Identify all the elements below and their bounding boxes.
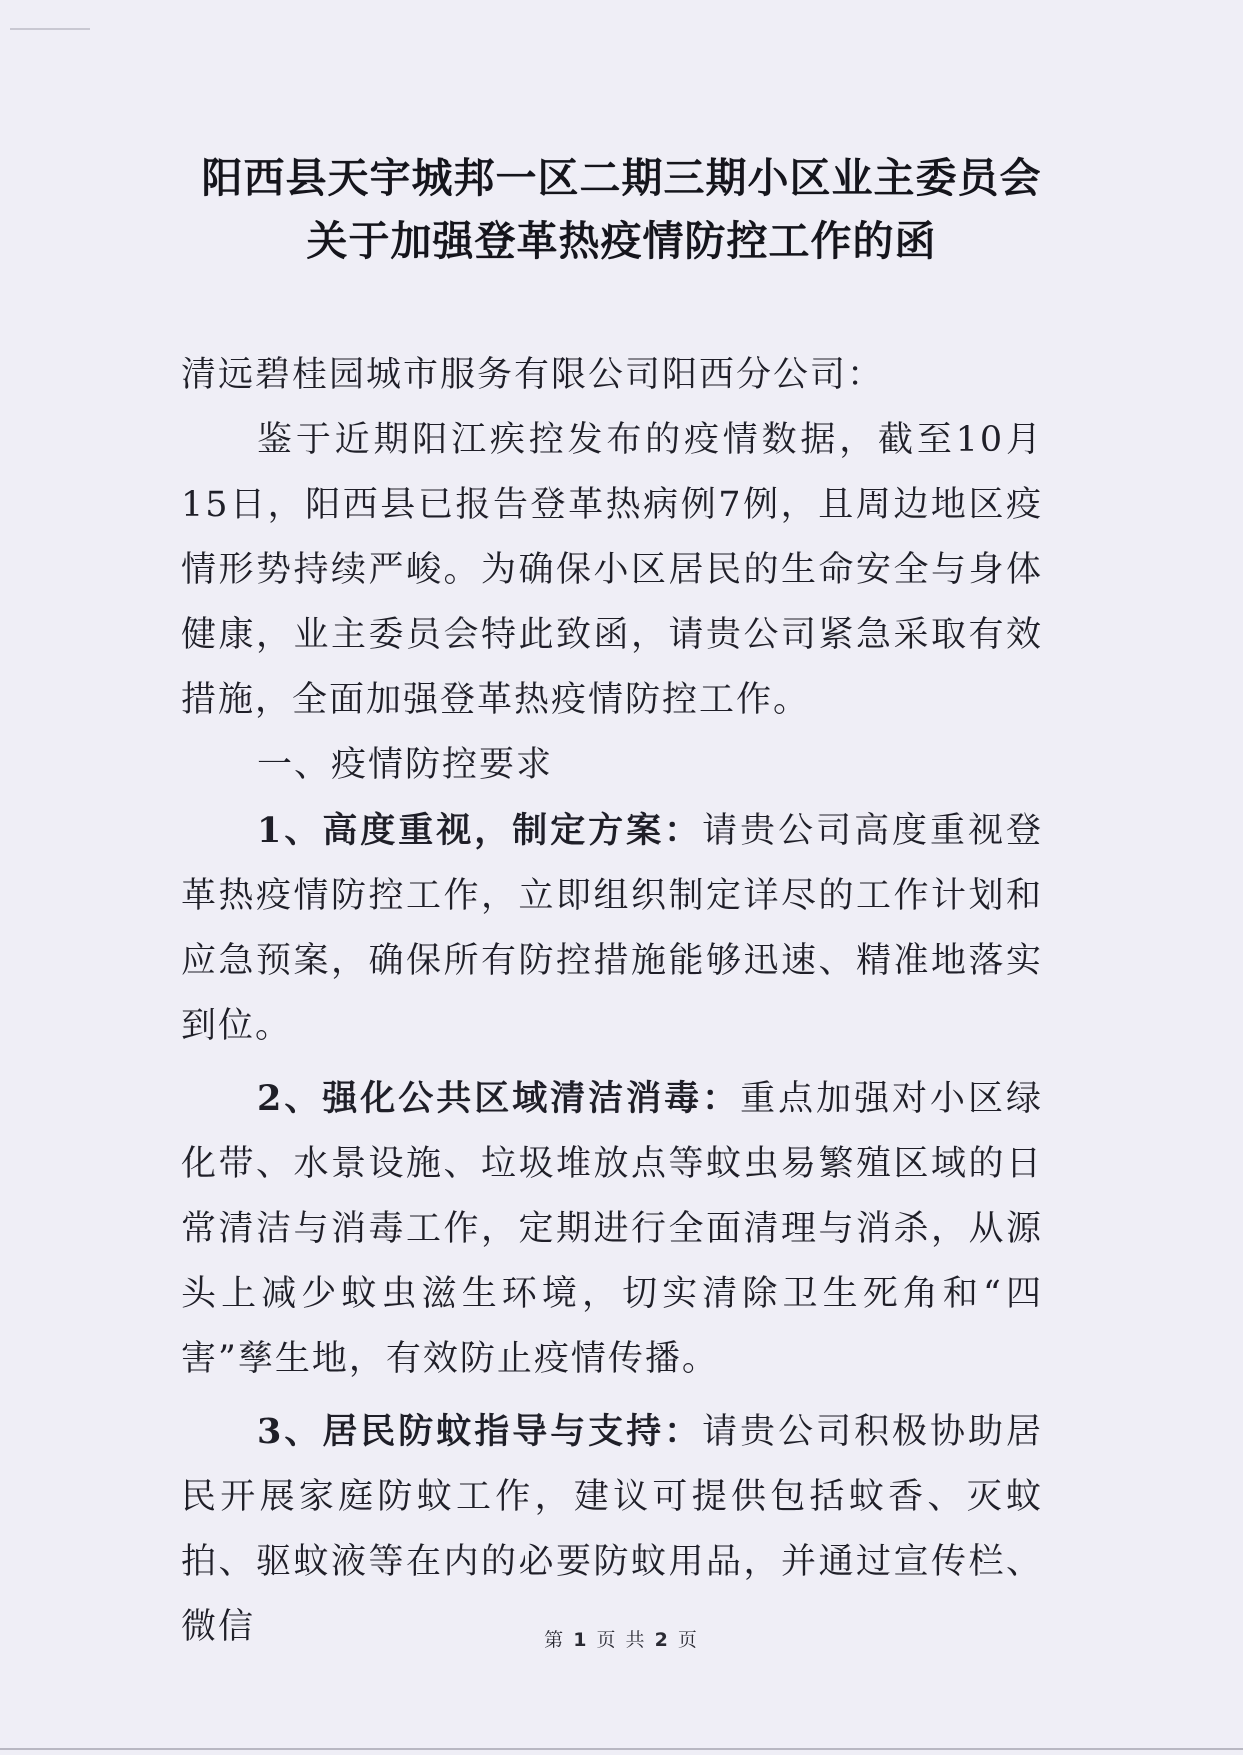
item-text: 请贵公司高度重视登革热疫情防控工作，立即组织制定详尽的工作计划和应急预案，确保所有防控措施能够迅速、精准地落实到位。 <box>181 811 1043 1046</box>
footer-middle: 页 共 <box>596 1629 647 1651</box>
list-item <box>181 1399 1043 1660</box>
page-footer <box>0 1625 1243 1652</box>
section-heading: 一、疫情防控要求 <box>257 745 554 785</box>
footer-total-pages: 2 <box>654 1629 670 1651</box>
intro-paragraph: 鉴于近期阳江疾控发布的疫情数据，截至10月15日，阳西县已报告登革热病例7例，且周边地区疫情形势持续严峻。为确保小区居民的生命安全与身体健康，业主委员会特此致函，请贵公司紧急采取有效措施，全面加强登革热疫情防控工作。 <box>181 420 1043 720</box>
item-text: 请贵公司积极协助居民开展家庭防蚊工作，建议可提供包括蚊香、灭蚊拍、驱蚊液等在内的必要防蚊用品，并通过宣传栏、微信 <box>181 1412 1043 1647</box>
document-title-line1: 阳西县天宇城邦一区二期三期小区业主委员会 <box>201 154 1042 202</box>
scan-edge <box>0 1748 1243 1750</box>
footer-prefix: 第 <box>544 1629 566 1651</box>
document-title-line2: 关于加强登革热疫情防控工作的函 <box>306 217 937 265</box>
recipient-line: 清远碧桂园城市服务有限公司阳西分公司： <box>181 355 885 395</box>
item-label: 3、居民防蚊指导与支持： <box>257 1411 703 1452</box>
document-body <box>181 343 1043 1660</box>
list-item <box>181 798 1043 1059</box>
scan-mark <box>10 28 90 30</box>
footer-page-number: 1 <box>573 1629 589 1651</box>
footer-suffix: 页 <box>677 1629 699 1651</box>
item-label: 1、高度重视，制定方案： <box>257 810 703 851</box>
item-text: 重点加强对小区绿化带、水景设施、垃圾堆放点等蚊虫易繁殖区域的日常清洁与消毒工作，定期进行全面清理与消杀，从源头上减少蚊虫滋生环境，切实清除卫生死角和“四害”孳生地，有效防止疫情传播。 <box>181 1079 1043 1379</box>
item-label: 2、强化公共区域清洁消毒： <box>257 1078 741 1119</box>
list-item <box>181 1066 1043 1392</box>
